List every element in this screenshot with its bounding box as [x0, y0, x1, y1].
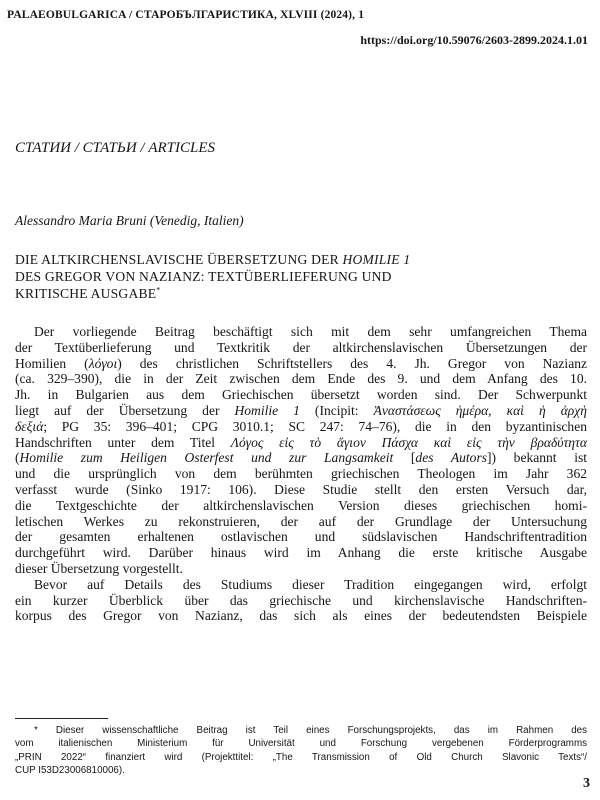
running-head: PALAEOBULGARICA / СТАРОБЪЛГАРИСТИКА, XLVIII (2024), 1 — [7, 9, 365, 21]
body-line: die Textgeschichte der altkirchenslavischen Version dieses griechischen homi- — [15, 497, 587, 513]
section-heading: СТАТИИ / СТАТЬИ / ARTICLES — [15, 140, 216, 156]
body-line: ein kurzer Überblick über das griechische und kirchenslavische Handschriften- — [15, 592, 587, 608]
body-line — [15, 356, 587, 372]
body-line: letischen Werkes zu rekonstruieren, der auf der Grundlage der Untersuchung — [15, 513, 587, 529]
body-text: Homilien ( — [15, 355, 89, 371]
body-line: der gesamten erhaltenen ostlavischen und südslavischen Handschriftentradition — [15, 529, 587, 545]
body-line: Der vorliegende Beitrag beschäftigt sich mit dem sehr umfangreichen Thema — [34, 324, 587, 339]
body-text: (Incipit: — [299, 402, 374, 418]
body-text: ) des christlichen Schriftstellers des 4. Jh. Gregor von Nazianz — [117, 355, 587, 371]
article-author: Alessandro Maria Bruni (Venedig, Italien) — [15, 213, 244, 228]
page-number: 3 — [583, 776, 590, 791]
body-line: durchgeführt wird. Darüber hinaus wird im Anhang die erste kritische Ausgabe — [15, 545, 587, 561]
title-text: DIE ALTKIRCHENSLAVISCHE ÜBERSETZUNG DER — [15, 252, 343, 267]
greek-term: λόγοι — [88, 355, 118, 371]
work-title: Homilie 1 — [234, 402, 300, 418]
title-line: DES GREGOR VON NAZIANZ: TEXTÜBERLIEFERUNG UND — [15, 269, 392, 284]
greek-incipit: Ἀναστάσεως ἡμέρα, καὶ ἡ ἀρχὴ — [373, 402, 587, 418]
body-line: (ca. 329–390), die in der Zeit zwischen dem Ende des 9. und dem Anfang des 10. — [15, 371, 587, 387]
body-line: korpus des Gregor von Nazianz, das sich als eines der bedeutendsten Beispiele — [15, 608, 587, 624]
body-text: ; PG 35: 396–401; CPG 3010.1; SC 247: 74–76), die in den byzantinischen — [43, 418, 587, 434]
title-line — [15, 285, 585, 302]
title-emphasis: HOMILIE 1 — [342, 252, 411, 267]
body-line — [15, 403, 587, 419]
body-line: Bevor auf Details des Studiums dieser Tradition eingegangen wird, erfolgt — [34, 576, 587, 592]
body-line: dieser Übersetzung vorgestellt. — [15, 560, 183, 576]
body-line: Jh. in Bulgarien aus dem Griechischen übersetzt worden sind. Der Schwerpunkt — [15, 387, 587, 403]
work-title: Homilie zum Heiligen Osterfest und zur Langsamkeit — [19, 450, 394, 466]
title-line — [15, 251, 585, 268]
doi-link[interactable]: https://doi.org/10.59076/2603-2899.2024.1.01 — [360, 33, 588, 47]
footnote — [15, 724, 587, 778]
body-line — [15, 435, 587, 451]
body-line — [15, 419, 587, 435]
body-text: liegt auf der Übersetzung der — [15, 402, 235, 418]
greek-incipit: δεξιά — [15, 418, 44, 434]
footnote-marker[interactable]: * — [156, 285, 161, 295]
body-text: ]) bekannt ist — [487, 450, 587, 466]
body-line: der Textüberlieferung und Textkritik der altkirchenslavischen Übersetzungen der — [15, 339, 587, 355]
title-text: KRITISCHE AUSGABE — [15, 286, 157, 301]
body-text: [ — [393, 450, 416, 466]
article-body — [15, 324, 587, 624]
body-text: Handschriften unter dem Titel — [15, 434, 231, 450]
footnote-line: „PRIN 2022“ finanziert wird (Projekttitel: „The Transmission of Old Church Slavonic Texts“/ — [15, 751, 587, 763]
footnote-divider — [15, 718, 108, 719]
greek-title: Λόγος εἰς τὸ ἅγιον Πάσχα καὶ εἰς τὴν βραδύτητα — [230, 434, 587, 450]
body-line: verfasst wurde (Sinko 1917: 106). Diese Studie stellt den ersten Versuch dar, — [15, 481, 587, 497]
body-text: ( — [15, 450, 20, 466]
body-line — [15, 450, 587, 466]
footnote-line: vom italienischen Ministerium für Universität und Forschung vergebenen Förderprogramms — [15, 738, 587, 750]
article-title — [15, 251, 585, 302]
work-title: des Autors — [415, 450, 488, 466]
footnote-line: CUP I53D23006810006). — [15, 765, 125, 777]
footnote-line: * Dieser wissenschaftliche Beitrag ist Teil eines Forschungsprojekts, das im Rahmen des — [34, 725, 587, 736]
body-line: und die ursprünglich von dem berühmten griechischen Theologen im Jahr 362 — [15, 466, 587, 482]
